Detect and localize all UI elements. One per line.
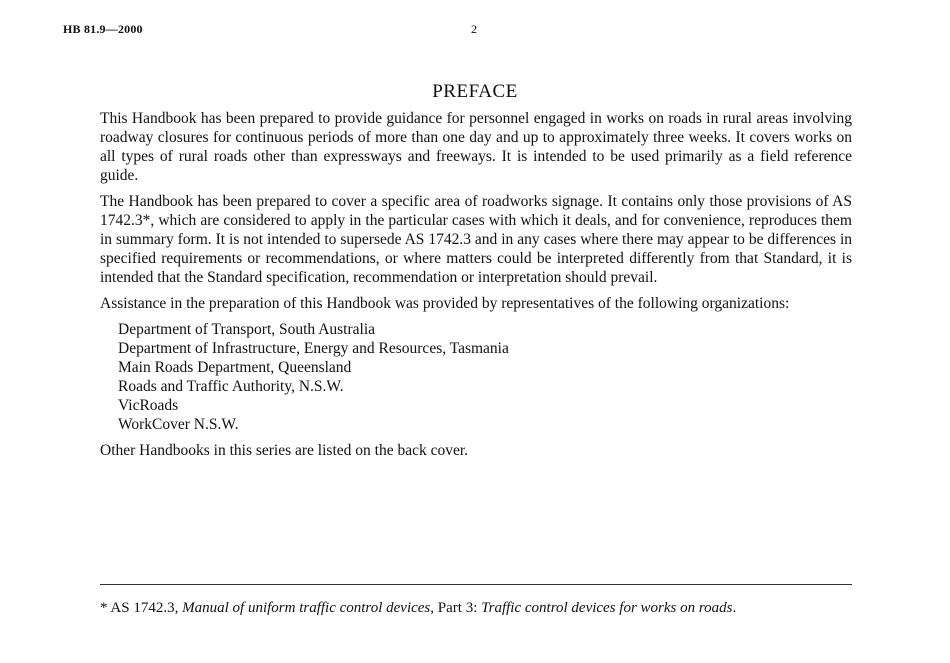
footnote-manual-title: Manual of uniform traffic control devices — [182, 600, 431, 616]
document-id: HB 81.9—2000 — [63, 22, 143, 36]
list-item: Main Roads Department, Queensland — [118, 359, 352, 376]
page-title: PREFACE — [432, 81, 518, 102]
paragraph-scope: The Handbook has been prepared to cover a specific area of roadworks signage. It contains only those provisions of AS 1742.3*, which are considered to apply in the particular cases with which it deals, and for convenience, reproduces them in summary form. It is not intended to supersede AS 1742.3 and in any cases where there may appear to be differences in specified requirements or recommendations, or where matters could be interpreted differently from that Standard, it is intended that the Standard specification, recommendation or interpretation should prevail. — [100, 193, 852, 286]
paragraph-assistance: Assistance in the preparation of this Handbook was provided by representatives of the following organizations: — [100, 295, 790, 312]
footnote-prefix: * AS 1742.3, — [100, 600, 183, 616]
list-item: VicRoads — [118, 397, 179, 414]
list-item: WorkCover N.S.W. — [118, 416, 239, 433]
preface-body — [100, 109, 852, 467]
footnote — [100, 599, 736, 618]
list-item: Roads and Traffic Authority, N.S.W. — [118, 378, 344, 395]
list-item: Department of Transport, South Australia — [118, 321, 376, 338]
footnote-middle: , Part 3: — [430, 600, 482, 616]
footnote-suffix: . — [732, 600, 737, 616]
footnote-part-title: Traffic control devices for works on roads — [481, 600, 733, 616]
list-item: Department of Infrastructure, Energy and Resources, Tasmania — [118, 340, 509, 357]
paragraph-purpose: This Handbook has been prepared to provide guidance for personnel engaged in works on roads in rural areas involving roadway closures for continuous periods of more than one day and up to approximately three weeks. It covers works on all types of rural roads other than expressways and freeways. It is intended to be used primarily as a field reference guide. — [100, 110, 852, 184]
organization-list — [118, 320, 852, 434]
page-number: 2 — [471, 22, 477, 36]
footnote-divider — [100, 584, 852, 585]
paragraph-other-handbooks: Other Handbooks in this series are listed on the back cover. — [100, 442, 469, 459]
